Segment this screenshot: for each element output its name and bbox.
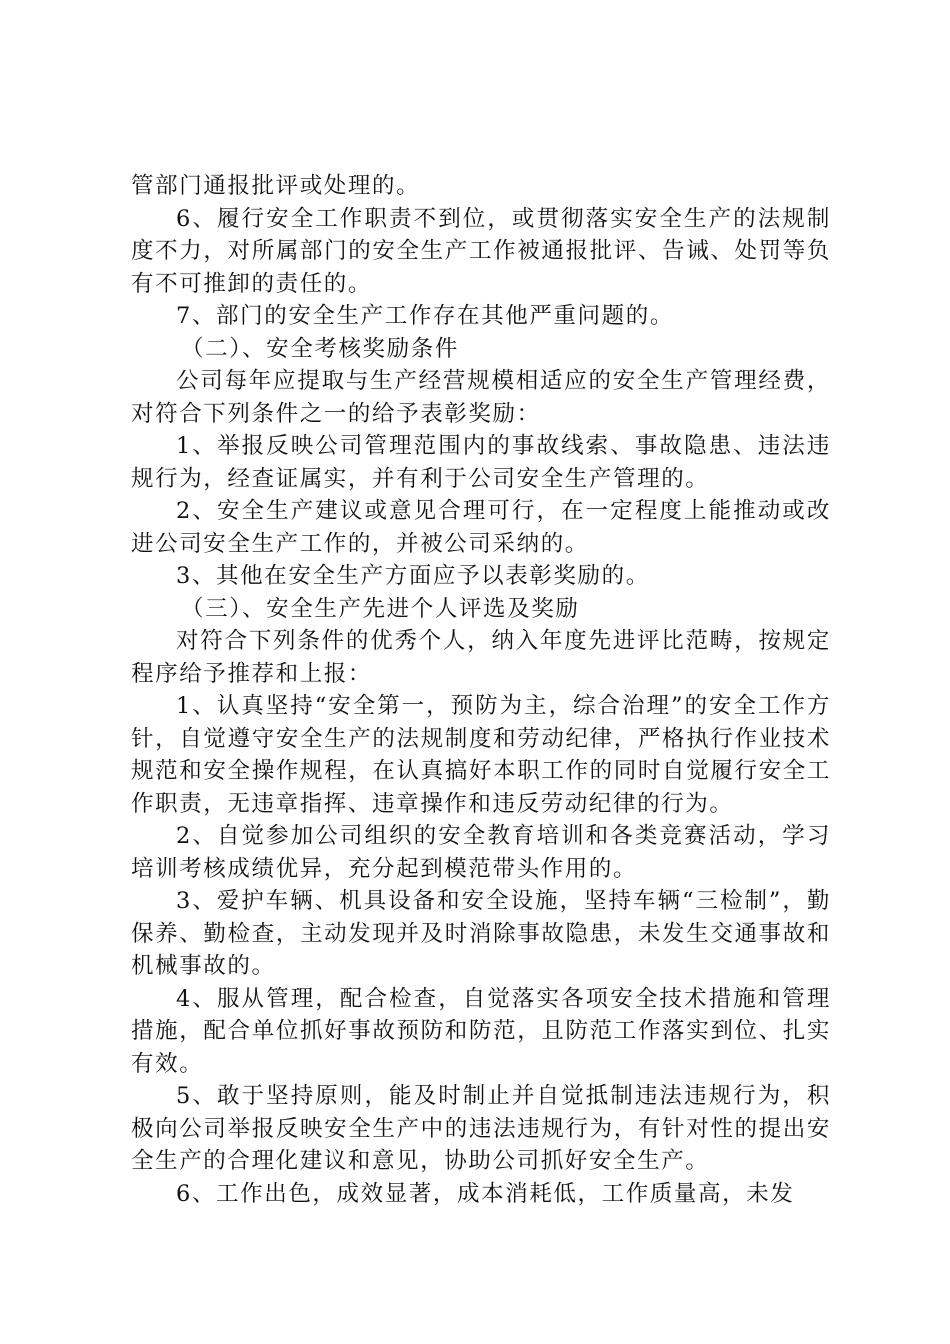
paragraph: 管部门通报批评或处理的。: [131, 173, 421, 199]
list-item: 1、认真坚持“安全第一，预防为主，综合治理”的安全工作方针，自觉遵守安全生产的法规制度和劳动纪律，严格执行作业技术规范和安全操作规程，在认真搞好本职工作的同时自觉履行安全工作职责，无违章指挥、违章操作和违反劳动纪律的行为。: [131, 693, 831, 817]
list-item: 3、其他在安全生产方面应予以表彰奖励的。: [176, 563, 650, 589]
list-item: 4、服从管理，配合检查，自觉落实各项安全技术措施和管理措施，配合单位抓好事故预防和防范，且防范工作落实到位、扎实有效。: [131, 985, 831, 1077]
list-item: 2、安全生产建议或意见合理可行，在一定程度上能推动或改进公司安全生产工作的，并被公司采纳的。: [131, 498, 831, 557]
list-item: 3、爱护车辆、机具设备和安全设施，坚持车辆“三检制”，勤保养、勤检查，主动发现并及时消除事故隐患，未发生交通事故和机械事故的。: [131, 888, 831, 979]
paragraph: 公司每年应提取与生产经营规模相适应的安全生产管理经费，对符合下列条件之一的给予表彰奖励：: [131, 368, 831, 427]
list-item: 5、敢于坚持原则，能及时制止并自觉抵制违法违规行为，积极向公司举报反映安全生产中的违法违规行为，有针对性的提出安全生产的合理化建议和意见，协助公司抓好安全生产。: [131, 1083, 831, 1174]
document-body: [131, 170, 831, 1210]
section-heading: （二）、安全考核奖励条件: [181, 335, 459, 362]
paragraph: 7、部门的安全生产工作存在其他严重问题的。: [176, 303, 674, 329]
list-item: 6、工作出色，成效显著，成本消耗低，工作质量高，未发: [176, 1180, 795, 1207]
paragraph: 对符合下列条件的优秀个人，纳入年度先进评比范畴，按规定程序给予推荐和上报：: [131, 628, 831, 687]
list-item: 2、自觉参加公司组织的安全教育培训和各类竞赛活动，学习培训考核成绩优异，充分起到模范带头作用的。: [131, 823, 831, 882]
paragraph: 6、履行安全工作职责不到位，或贯彻落实安全生产的法规制度不力，对所属部门的安全生产工作被通报批评、告诫、处罚等负有不可推卸的责任的。: [131, 205, 831, 297]
section-heading: （三）、安全生产先进个人评选及奖励: [181, 595, 580, 622]
list-item: 1、举报反映公司管理范围内的事故线索、事故隐患、违法违规行为，经查证属实，并有利于公司安全生产管理的。: [131, 433, 831, 492]
